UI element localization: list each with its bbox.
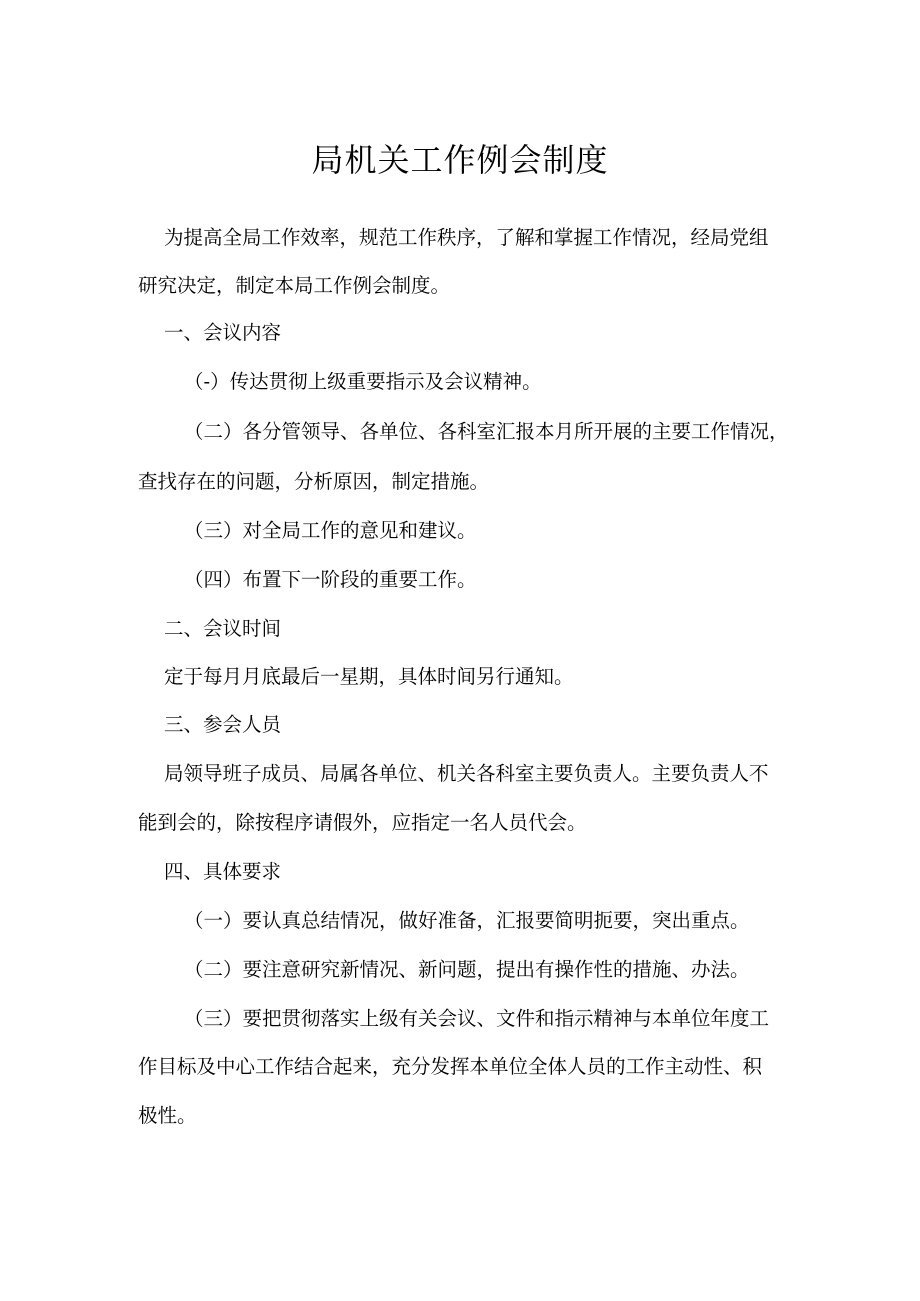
paragraph-intro-line-1: 为提高全局工作效率，规范工作秩序，了解和掌握工作情况，经局党组 [164,226,769,249]
section-heading-attendees: 三、参会人员 [164,713,282,736]
list-item-content-4: （四）布置下一阶段的重要工作。 [184,568,477,591]
list-item-requirement-1: （一）要认真总结情况，做好准备，汇报要简明扼要，突出重点。 [184,909,750,932]
list-item-requirement-3-line-3: 极性。 [138,1104,197,1127]
list-item-requirement-3-line-1: （三）要把贯彻落实上级有关会议、文件和指示精神与本单位年度工 [184,1007,770,1030]
section-heading-requirements: 四、具体要求 [164,860,282,883]
paragraph-intro-line-2: 研究决定，制定本局工作例会制度。 [138,274,451,297]
list-item-content-2-line-2: 查找存在的问题，分析原因，制定措施。 [138,470,490,493]
list-item-content-3: （三）对全局工作的意见和建议。 [184,519,477,542]
document-title: 局机关工作例会制度 [311,141,609,179]
paragraph-attendees-line-1: 局领导班子成员、局属各单位、机关各科室主要负责人。主要负责人不 [164,762,769,785]
list-item-requirement-3-line-2: 作目标及中心工作结合起来，充分发挥本单位全体人员的工作主动性、积 [138,1055,763,1078]
list-item-requirement-2: （二）要注意研究新情况、新问题，提出有操作性的措施、办法。 [184,958,750,981]
section-heading-meeting-content: 一、会议内容 [164,321,282,344]
list-item-content-2-line-1: （二）各分管领导、各单位、各科室汇报本月所开展的主要工作情况， [184,420,789,443]
paragraph-attendees-line-2: 能到会的，除按程序请假外，应指定一名人员代会。 [138,811,587,834]
paragraph-meeting-time: 定于每月月底最后一星期，具体时间另行通知。 [164,665,574,688]
section-heading-meeting-time: 二、会议时间 [164,617,282,640]
list-item-content-1: （-）传达贯彻上级重要指示及会议精神。 [184,370,542,393]
